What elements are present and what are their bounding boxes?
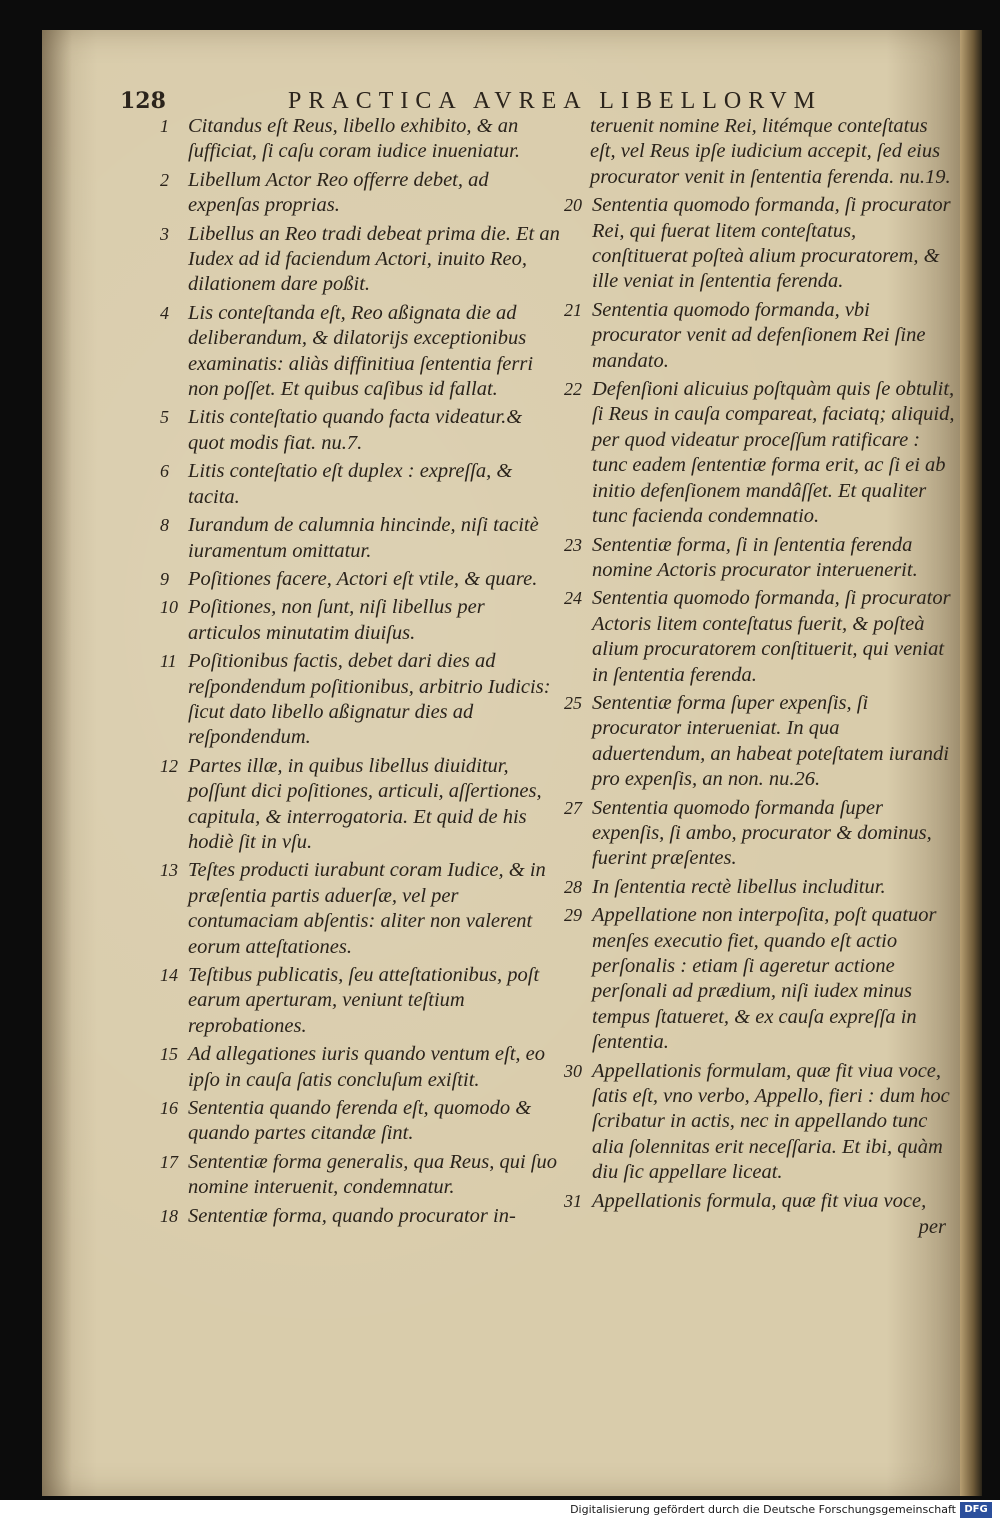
running-title: PRACTICA AVREA LIBELLORVM — [288, 88, 823, 114]
entry-text: Sententiæ forma generalis, qua Reus, qui ſuo nomine interuenit, condemnatur. — [188, 1150, 557, 1199]
index-entry — [564, 298, 956, 374]
entry-text: Sententia quando ferenda eſt, quomodo & quando partes citandæ ſint. — [188, 1097, 532, 1145]
index-entry — [160, 567, 560, 592]
entry-number: 20 — [564, 195, 582, 216]
entry-number: 29 — [564, 905, 582, 926]
entry-number: 28 — [564, 876, 582, 897]
entry-number: 24 — [564, 588, 582, 609]
entry-text: Litis conteſtatio quando facta videatur.& quot modis fiat. nu.7. — [188, 406, 523, 454]
index-entry — [564, 1059, 956, 1186]
index-entry — [160, 513, 560, 564]
index-entry — [160, 649, 560, 751]
index-entry — [160, 858, 560, 960]
entry-number: 6 — [160, 461, 169, 482]
entry-number: 12 — [160, 755, 178, 776]
entry-text: Appellationis formulam, quæ fit viua voce, ſatis eſt, vno verbo, Appello, fieri : dum hoc ſcribatur in actis, nec in appellando tunc alia ſolennitas erit neceſſaria. Et ibi, quàm diu ſic appellare liceat. — [592, 1059, 950, 1184]
index-entry — [160, 963, 560, 1039]
index-entry — [160, 301, 560, 403]
entry-number: 3 — [160, 223, 169, 244]
index-entry — [160, 1150, 560, 1201]
entry-number: 9 — [160, 568, 169, 589]
index-entry — [564, 193, 956, 295]
index-entry — [564, 586, 956, 688]
entry-number: 31 — [564, 1190, 582, 1211]
index-entry — [160, 595, 560, 646]
entry-text: Poſitiones facere, Actori eſt vtile, & quare. — [188, 567, 538, 590]
entry-number: 18 — [160, 1205, 178, 1226]
entry-text: Sententia quomodo formanda, ſi procurator Rei, qui fuerat litem conteſtatus, conſtituerat poſteà alium procuratorem, & ille veniat in ſententia ferenda. — [592, 194, 951, 293]
index-entry — [160, 405, 560, 456]
index-entry — [564, 377, 956, 529]
entry-text: Sententiæ forma ſuper expenſis, ſi procurator interueniat. In qua aduertendum, an habeat poteſtatem iurandi pro expenſis, an non. nu.26. — [592, 691, 949, 791]
entry-text: Litis conteſtatio eſt duplex : expreſſa, & tacita. — [188, 460, 513, 508]
entry-text: Libellus an Reo tradi debeat prima die. Et an Iudex ad id faciendum Actori, inuito Reo, dilationem dare poßit. — [188, 222, 560, 296]
index-entry — [160, 1042, 560, 1093]
index-entry — [160, 459, 560, 510]
index-entry — [160, 222, 560, 298]
entry-number: 2 — [160, 169, 169, 190]
entry-text: Iurandum de calumnia hincinde, niſi tacitè iuramentum omittatur. — [188, 514, 539, 562]
index-entry — [160, 168, 560, 219]
index-entry — [564, 533, 956, 584]
entry-number: 8 — [160, 515, 169, 536]
index-entry — [160, 1204, 560, 1229]
index-entry — [564, 796, 956, 872]
footer-bar — [0, 1500, 1000, 1522]
entry-number: 16 — [160, 1098, 178, 1119]
entry-text: Lis conteſtanda eſt, Reo aßignata die ad deliberandum, & dilatorijs exceptionibus examinatis: aliàs diffinitiua ſententia ferri non poſſet. Et quibus caſibus id fallat. — [188, 301, 534, 401]
index-entry — [564, 1189, 956, 1214]
page-edge — [960, 30, 982, 1496]
entry-text: Sententiæ forma, quando procurator in- — [188, 1204, 516, 1227]
entry-text: Teſtibus publicatis, ſeu atteſtationibus, poſt earum aperturam, veniunt teſtium reprobationes. — [188, 964, 540, 1037]
entry-text: Libellum Actor Reo offerre debet, ad expenſas proprias. — [188, 168, 489, 217]
index-entry — [160, 754, 560, 856]
entry-number: 17 — [160, 1151, 178, 1172]
entry-text: Sententia quomodo formanda ſuper expenſis, ſi ambo, procurator & dominus, fuerint præſentes. — [592, 796, 932, 870]
right-column — [564, 114, 956, 1240]
entry-text: Appellatione non interpoſita, poſt quatuor menſes executio fiet, quando eſt actio perſonalis : etiam ſi ageretur actione perſonali ad prædium, niſi iudex minus tempus ſtatueret, & ex cauſa expreſſa in ſententia. — [592, 904, 937, 1054]
entry-number: 4 — [160, 302, 169, 323]
entry-number: 27 — [564, 797, 582, 818]
page-number: 128 — [120, 88, 166, 114]
entry-number: 25 — [564, 692, 582, 713]
index-entry — [564, 691, 956, 793]
entry-number: 5 — [160, 407, 169, 428]
right-entries — [564, 193, 956, 1214]
entry-text: Sententia quomodo formanda, vbi procurator venit ad defenſionem Rei ſine mandato. — [592, 298, 926, 372]
entry-text: In ſententia rectè libellus includitur. — [592, 875, 886, 898]
index-entry — [564, 903, 956, 1055]
entry-number: 14 — [160, 965, 178, 985]
entry-text: Appellationis formula, quæ fit viua voce, — [592, 1189, 927, 1212]
entry-text: Poſitiones, non ſunt, niſi libellus per articulos minutatim diuiſus. — [188, 596, 485, 644]
entry-number: 10 — [160, 597, 178, 618]
entry-number: 13 — [160, 860, 178, 881]
index-entry — [160, 114, 560, 165]
entry-number: 23 — [564, 534, 582, 555]
entry-number: 30 — [564, 1060, 582, 1081]
entry-number: 15 — [160, 1044, 178, 1065]
footer-text: Digitalisierung gefördert durch die Deutsche Forschungsgemeinschaft — [570, 1503, 956, 1516]
left-column — [160, 114, 560, 1232]
catchword: per — [918, 1216, 946, 1239]
entry-text: Sententia quomodo formanda, ſi procurator Actoris litem conteſtatus fuerit, & poſteà alium procuratorem conſtituerit, qui veniat in ſententia ferenda. — [592, 587, 951, 686]
entry-number: 22 — [564, 379, 582, 400]
entry-number: 11 — [160, 651, 177, 672]
entry-text: Sententiæ forma, ſi in ſententia ferenda nomine Actoris procurator interuenerit. — [592, 533, 918, 581]
entry-text: Poſitionibus factis, debet dari dies ad reſpondendum poſitionibus, arbitrio Iudicis: ſicut dato libello aßignatur dies ad reſpondendum. — [188, 650, 551, 749]
entry-text: Teſtes producti iurabunt coram Iudice, & in præſentia partis aduerſæ, vel per contumaciam abſentis: aliter non valerent eorum atteſtationes. — [188, 859, 546, 958]
entry-text: Citandus eſt Reus, libello exhibito, & an ſufficiat, ſi caſu coram iudice inueniatur. — [188, 115, 520, 163]
entry-number: 21 — [564, 299, 582, 320]
index-entry — [564, 875, 956, 900]
spine-shadow — [42, 30, 72, 1496]
dfg-logo: DFG — [960, 1502, 992, 1518]
index-entry — [160, 1096, 560, 1147]
entry-text: Ad allegationes iuris quando ventum eſt, eo ipſo in cauſa ſatis concluſum exiſtit. — [188, 1043, 545, 1091]
entry-text: Partes illæ, in quibus libellus diuiditur, poſſunt dici poſitiones, articuli, aſſertiones, capitula, & interrogatoria. Et quid de his hodiè ſit in vſu. — [188, 754, 542, 853]
entry-text: Defenſioni alicuius poſtquàm quis ſe obtulit, ſi Reus in cauſa compareat, faciatq; aliquid, per quod videatur proceſſum ratificare : tunc eadem ſententiæ forma erit, ac ſi ei ab initio defenſionem mandâſſet. Et qualiter tunc facienda condemnatio. — [592, 378, 955, 528]
entry-number: 1 — [160, 116, 169, 136]
continuation-text: teruenit nomine Rei, litémque conteſtatus eſt, vel Reus ipſe iudicium accepit, ſed eius procurator venit in ſententia ferenda. nu.19. — [590, 115, 951, 188]
